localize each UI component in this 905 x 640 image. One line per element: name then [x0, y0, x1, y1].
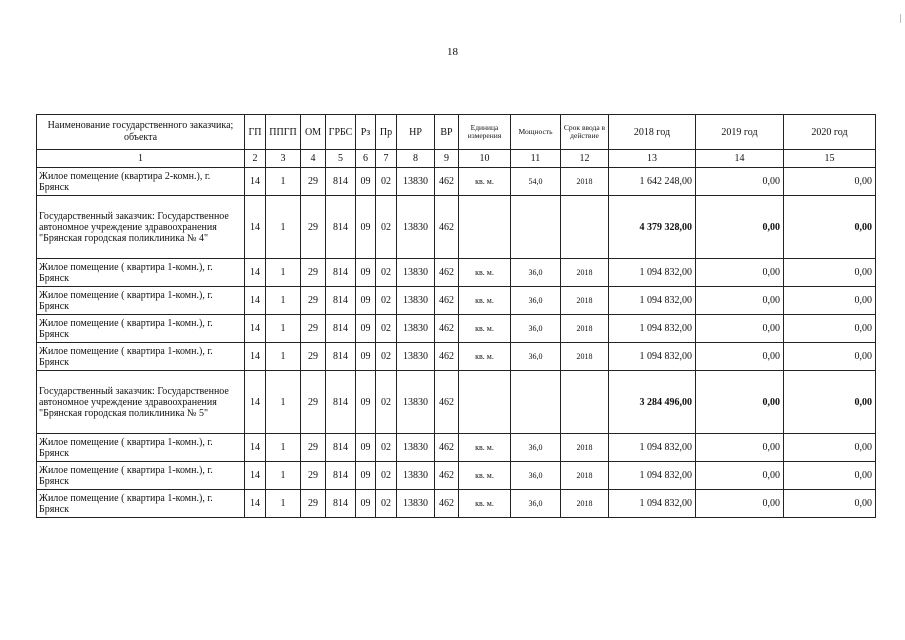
cell-y2020: 0,00 — [784, 196, 876, 259]
cell-unit: кв. м. — [459, 434, 511, 462]
cell-unit — [459, 371, 511, 434]
cell-y2019: 0,00 — [696, 315, 784, 343]
cell-y2018: 1 094 832,00 — [609, 434, 696, 462]
cell-power: 36,0 — [511, 434, 561, 462]
cell-pr: 02 — [376, 343, 397, 371]
column-number-np: 8 — [397, 150, 435, 168]
cell-om: 29 — [301, 434, 326, 462]
cell-term: 2018 — [561, 490, 609, 518]
cell-term: 2018 — [561, 287, 609, 315]
cell-np: 13830 — [397, 434, 435, 462]
cell-y2020: 0,00 — [784, 371, 876, 434]
cell-name: Государственный заказчик: Государственное автономное учреждение здравоохранения "Брянская городская поликлиника № 5" — [37, 371, 245, 434]
column-number-y2018: 13 — [609, 150, 696, 168]
cell-pr: 02 — [376, 371, 397, 434]
cell-y2019: 0,00 — [696, 287, 784, 315]
cell-om: 29 — [301, 343, 326, 371]
cell-rz: 09 — [356, 434, 376, 462]
cell-y2018: 4 379 328,00 — [609, 196, 696, 259]
cell-gp: 14 — [245, 287, 266, 315]
cell-ppgp: 1 — [266, 315, 301, 343]
cell-y2020: 0,00 — [784, 315, 876, 343]
table-row — [37, 168, 876, 196]
cell-y2019: 0,00 — [696, 168, 784, 196]
cell-om: 29 — [301, 462, 326, 490]
cell-y2019: 0,00 — [696, 462, 784, 490]
cell-name: Жилое помещение ( квартира 1-комн.), г. Брянск — [37, 462, 245, 490]
column-number-y2020: 15 — [784, 150, 876, 168]
cell-pr: 02 — [376, 259, 397, 287]
cell-y2018: 3 284 496,00 — [609, 371, 696, 434]
budget-table — [36, 114, 876, 518]
cell-np: 13830 — [397, 287, 435, 315]
table-row — [37, 490, 876, 518]
cell-pr: 02 — [376, 287, 397, 315]
cell-name: Жилое помещение ( квартира 1-комн.), г. Брянск — [37, 343, 245, 371]
cell-np: 13830 — [397, 371, 435, 434]
cell-vr: 462 — [435, 343, 459, 371]
header-name: Наименование государственного заказчика; объекта — [37, 115, 245, 150]
cell-unit: кв. м. — [459, 315, 511, 343]
table-row — [37, 462, 876, 490]
cell-power — [511, 371, 561, 434]
cell-rz: 09 — [356, 371, 376, 434]
cell-vr: 462 — [435, 259, 459, 287]
cell-vr: 462 — [435, 287, 459, 315]
column-number-vr: 9 — [435, 150, 459, 168]
cell-ppgp: 1 — [266, 371, 301, 434]
cell-pr: 02 — [376, 315, 397, 343]
customer-row — [37, 371, 876, 434]
cell-y2018: 1 094 832,00 — [609, 315, 696, 343]
header-vr: ВР — [435, 115, 459, 150]
column-number-power: 11 — [511, 150, 561, 168]
cell-name: Жилое помещение ( квартира 1-комн.), г. Брянск — [37, 287, 245, 315]
cell-grbs: 814 — [326, 259, 356, 287]
cell-gp: 14 — [245, 315, 266, 343]
cell-grbs: 814 — [326, 490, 356, 518]
cell-gp: 14 — [245, 259, 266, 287]
table-row — [37, 343, 876, 371]
cell-ppgp: 1 — [266, 462, 301, 490]
scan-edge-mark — [900, 14, 901, 23]
cell-rz: 09 — [356, 168, 376, 196]
table-row — [37, 287, 876, 315]
column-number-ppgp: 3 — [266, 150, 301, 168]
cell-vr: 462 — [435, 315, 459, 343]
cell-pr: 02 — [376, 462, 397, 490]
header-power: Мощность — [511, 115, 561, 150]
cell-gp: 14 — [245, 462, 266, 490]
cell-gp: 14 — [245, 490, 266, 518]
page-number: 18 — [447, 46, 458, 58]
cell-y2018: 1 094 832,00 — [609, 462, 696, 490]
cell-unit: кв. м. — [459, 168, 511, 196]
cell-gp: 14 — [245, 343, 266, 371]
header-grbs: ГРБС — [326, 115, 356, 150]
cell-term — [561, 196, 609, 259]
column-number-rz: 6 — [356, 150, 376, 168]
cell-gp: 14 — [245, 371, 266, 434]
cell-unit: кв. м. — [459, 490, 511, 518]
cell-vr: 462 — [435, 371, 459, 434]
cell-om: 29 — [301, 196, 326, 259]
cell-unit: кв. м. — [459, 343, 511, 371]
cell-y2019: 0,00 — [696, 196, 784, 259]
cell-y2019: 0,00 — [696, 490, 784, 518]
header-ppgp: ППГП — [266, 115, 301, 150]
cell-np: 13830 — [397, 196, 435, 259]
header-rz: Рз — [356, 115, 376, 150]
cell-vr: 462 — [435, 434, 459, 462]
cell-term: 2018 — [561, 259, 609, 287]
cell-om: 29 — [301, 168, 326, 196]
cell-np: 13830 — [397, 462, 435, 490]
cell-grbs: 814 — [326, 196, 356, 259]
cell-name: Жилое помещение ( квартира 1-комн.), г. Брянск — [37, 490, 245, 518]
cell-name: Жилое помещение ( квартира 1-комн.), г. Брянск — [37, 434, 245, 462]
cell-y2019: 0,00 — [696, 343, 784, 371]
cell-name: Жилое помещение (квартира 2-комн.), г. Брянск — [37, 168, 245, 196]
cell-om: 29 — [301, 259, 326, 287]
column-number-pr: 7 — [376, 150, 397, 168]
cell-gp: 14 — [245, 434, 266, 462]
cell-y2020: 0,00 — [784, 434, 876, 462]
table-row — [37, 259, 876, 287]
column-numbers-row — [37, 150, 876, 168]
table-body — [37, 168, 876, 518]
cell-ppgp: 1 — [266, 168, 301, 196]
cell-power: 36,0 — [511, 490, 561, 518]
cell-vr: 462 — [435, 490, 459, 518]
cell-ppgp: 1 — [266, 259, 301, 287]
cell-grbs: 814 — [326, 168, 356, 196]
cell-power: 36,0 — [511, 259, 561, 287]
cell-rz: 09 — [356, 315, 376, 343]
cell-name: Государственный заказчик: Государственное автономное учреждение здравоохранения "Брянская городская поликлиника № 4" — [37, 196, 245, 259]
cell-pr: 02 — [376, 168, 397, 196]
cell-gp: 14 — [245, 196, 266, 259]
cell-term: 2018 — [561, 315, 609, 343]
cell-power: 36,0 — [511, 343, 561, 371]
cell-vr: 462 — [435, 462, 459, 490]
cell-om: 29 — [301, 287, 326, 315]
cell-om: 29 — [301, 315, 326, 343]
header-2020: 2020 год — [784, 115, 876, 150]
table-row — [37, 434, 876, 462]
cell-np: 13830 — [397, 490, 435, 518]
cell-y2019: 0,00 — [696, 371, 784, 434]
cell-y2018: 1 642 248,00 — [609, 168, 696, 196]
cell-unit: кв. м. — [459, 462, 511, 490]
cell-unit — [459, 196, 511, 259]
cell-term: 2018 — [561, 343, 609, 371]
column-number-grbs: 5 — [326, 150, 356, 168]
header-2018: 2018 год — [609, 115, 696, 150]
cell-rz: 09 — [356, 490, 376, 518]
cell-ppgp: 1 — [266, 343, 301, 371]
cell-om: 29 — [301, 371, 326, 434]
cell-gp: 14 — [245, 168, 266, 196]
cell-grbs: 814 — [326, 315, 356, 343]
cell-term: 2018 — [561, 168, 609, 196]
cell-ppgp: 1 — [266, 434, 301, 462]
header-2019: 2019 год — [696, 115, 784, 150]
header-term: Срок ввода в действие — [561, 115, 609, 150]
cell-pr: 02 — [376, 490, 397, 518]
header-row — [37, 115, 876, 150]
header-unit: Единица измерения — [459, 115, 511, 150]
cell-y2020: 0,00 — [784, 259, 876, 287]
table-row — [37, 315, 876, 343]
cell-y2020: 0,00 — [784, 287, 876, 315]
cell-pr: 02 — [376, 434, 397, 462]
cell-term — [561, 371, 609, 434]
cell-vr: 462 — [435, 196, 459, 259]
cell-name: Жилое помещение ( квартира 1-комн.), г. Брянск — [37, 259, 245, 287]
cell-power: 54,0 — [511, 168, 561, 196]
customer-row — [37, 196, 876, 259]
cell-np: 13830 — [397, 259, 435, 287]
cell-np: 13830 — [397, 343, 435, 371]
cell-y2018: 1 094 832,00 — [609, 287, 696, 315]
cell-ppgp: 1 — [266, 196, 301, 259]
cell-vr: 462 — [435, 168, 459, 196]
cell-ppgp: 1 — [266, 490, 301, 518]
cell-np: 13830 — [397, 168, 435, 196]
cell-y2019: 0,00 — [696, 259, 784, 287]
cell-y2018: 1 094 832,00 — [609, 259, 696, 287]
cell-rz: 09 — [356, 462, 376, 490]
cell-ppgp: 1 — [266, 287, 301, 315]
cell-grbs: 814 — [326, 462, 356, 490]
cell-np: 13830 — [397, 315, 435, 343]
cell-power: 36,0 — [511, 315, 561, 343]
column-number-gp: 2 — [245, 150, 266, 168]
cell-y2020: 0,00 — [784, 490, 876, 518]
cell-rz: 09 — [356, 343, 376, 371]
cell-term: 2018 — [561, 434, 609, 462]
cell-unit: кв. м. — [459, 287, 511, 315]
cell-y2020: 0,00 — [784, 343, 876, 371]
cell-power: 36,0 — [511, 462, 561, 490]
cell-y2018: 1 094 832,00 — [609, 343, 696, 371]
cell-rz: 09 — [356, 259, 376, 287]
header-om: ОМ — [301, 115, 326, 150]
column-number-y2019: 14 — [696, 150, 784, 168]
cell-y2020: 0,00 — [784, 462, 876, 490]
cell-term: 2018 — [561, 462, 609, 490]
column-number-name: 1 — [37, 150, 245, 168]
cell-grbs: 814 — [326, 371, 356, 434]
cell-rz: 09 — [356, 287, 376, 315]
column-number-term: 12 — [561, 150, 609, 168]
column-number-unit: 10 — [459, 150, 511, 168]
header-np: НР — [397, 115, 435, 150]
cell-power — [511, 196, 561, 259]
cell-pr: 02 — [376, 196, 397, 259]
cell-rz: 09 — [356, 196, 376, 259]
cell-grbs: 814 — [326, 434, 356, 462]
cell-y2018: 1 094 832,00 — [609, 490, 696, 518]
cell-grbs: 814 — [326, 287, 356, 315]
cell-unit: кв. м. — [459, 259, 511, 287]
cell-y2019: 0,00 — [696, 434, 784, 462]
header-gp: ГП — [245, 115, 266, 150]
cell-om: 29 — [301, 490, 326, 518]
cell-name: Жилое помещение ( квартира 1-комн.), г. Брянск — [37, 315, 245, 343]
header-pr: Пр — [376, 115, 397, 150]
cell-grbs: 814 — [326, 343, 356, 371]
cell-y2020: 0,00 — [784, 168, 876, 196]
cell-power: 36,0 — [511, 287, 561, 315]
column-number-om: 4 — [301, 150, 326, 168]
